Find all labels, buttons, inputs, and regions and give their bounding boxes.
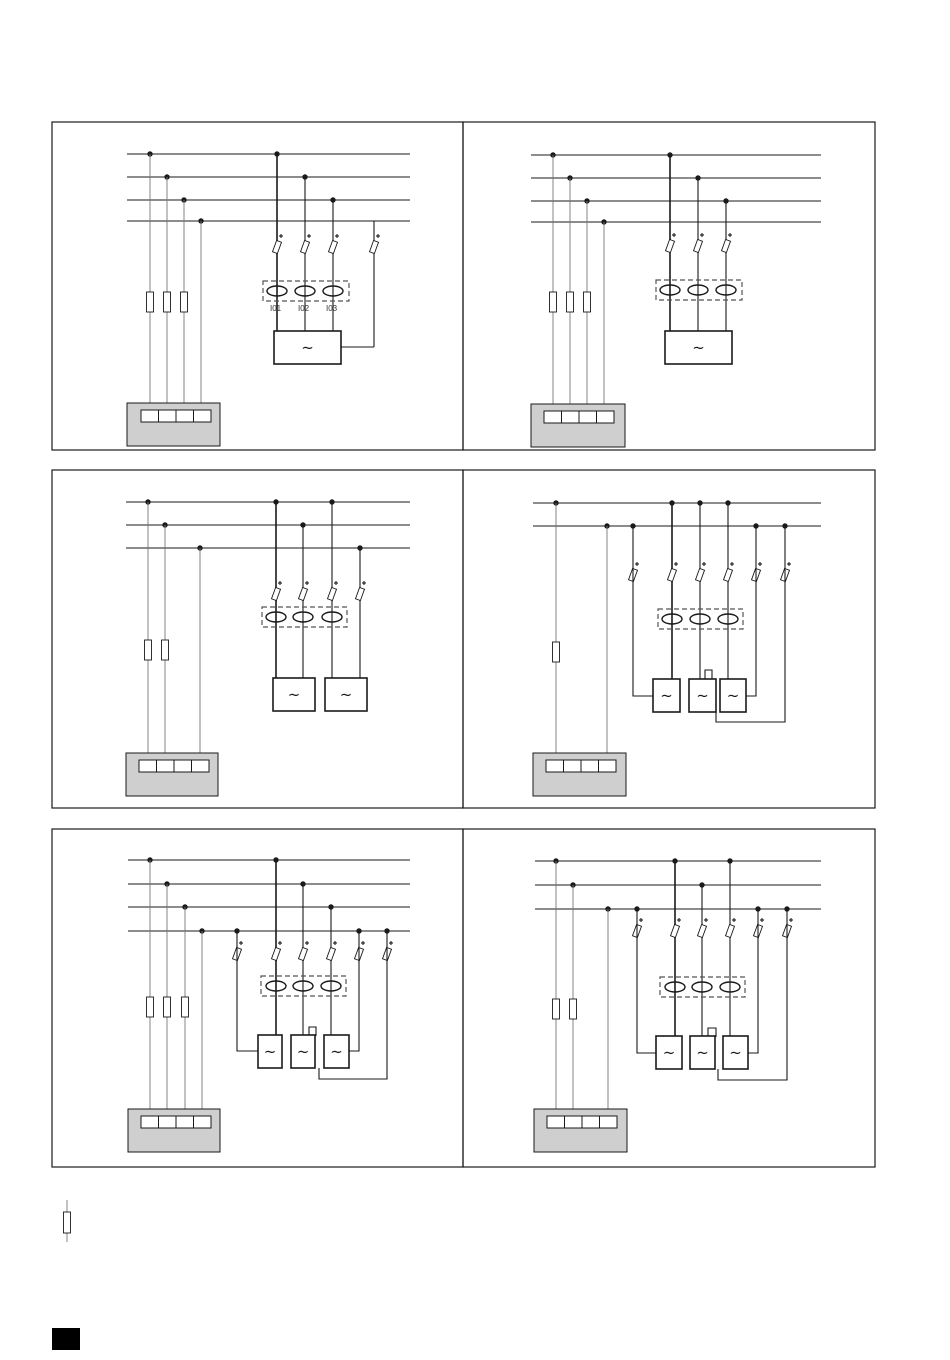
breaker-icon <box>383 941 393 961</box>
meter-terminal <box>582 1116 600 1128</box>
load-symbol: ~ <box>662 1043 676 1062</box>
fuse-icon <box>553 642 560 662</box>
breaker-icon <box>356 581 366 601</box>
load-box <box>690 1036 715 1069</box>
load-feed <box>349 931 359 1051</box>
breaker-body <box>329 240 338 253</box>
fuse-icon <box>147 997 154 1017</box>
panel-4 <box>533 500 821 796</box>
load-box <box>273 678 315 711</box>
breaker-body <box>273 240 282 253</box>
load-feed <box>633 526 653 696</box>
fuse-icon <box>164 292 171 312</box>
meter-terminal <box>176 410 194 422</box>
breaker-body <box>299 947 308 960</box>
load-box <box>258 1035 282 1068</box>
meter-body <box>127 403 220 446</box>
breaker-body <box>299 587 308 600</box>
load-symbol: ~ <box>330 1042 343 1061</box>
fuse-icon <box>181 292 188 312</box>
meter-terminal <box>159 1116 177 1128</box>
breaker-body <box>272 947 281 960</box>
breaker-icon <box>752 562 762 582</box>
breaker-icon <box>629 562 639 582</box>
breaker-body <box>272 587 281 600</box>
breaker-body <box>668 568 677 581</box>
load-box <box>325 678 367 711</box>
breaker-icon <box>696 562 706 582</box>
load-symbol: ~ <box>692 338 705 357</box>
breaker-body <box>370 240 379 253</box>
breaker-icon <box>301 234 311 254</box>
breaker-icon <box>329 234 339 254</box>
breaker-body <box>696 568 705 581</box>
meter-terminal <box>157 760 175 772</box>
breaker-icon <box>327 941 337 961</box>
breaker-icon <box>722 233 732 253</box>
fuse-icon <box>570 999 577 1019</box>
breaker-icon <box>328 581 338 601</box>
meter-terminal <box>546 760 564 772</box>
meter-terminal <box>141 410 159 422</box>
breaker-body <box>724 568 733 581</box>
load-symbol: ~ <box>660 686 673 705</box>
load-symbol: ~ <box>696 1043 709 1062</box>
load-symbol: ~ <box>287 685 301 704</box>
panel-frame <box>463 470 875 808</box>
panel-6 <box>534 858 821 1152</box>
load-symbol: ~ <box>729 1043 742 1062</box>
load-box <box>723 1036 748 1069</box>
breaker-icon <box>698 918 708 938</box>
meter-terminal <box>139 760 157 772</box>
meter-terminal <box>544 411 562 423</box>
ct-enclosure <box>656 280 742 300</box>
panel-3 <box>126 499 410 796</box>
meter-body <box>531 404 625 447</box>
load-symbol: ~ <box>726 686 740 705</box>
meter-terminal <box>176 1116 194 1128</box>
breaker-icon <box>694 233 704 253</box>
fuse-icon <box>550 292 557 312</box>
breaker-body <box>328 587 337 600</box>
fuse-icon <box>145 640 152 660</box>
meter-body <box>128 1109 220 1152</box>
panel-5 <box>128 857 410 1152</box>
breaker-body <box>356 587 365 600</box>
meter-terminal <box>194 410 212 422</box>
load-box <box>689 679 716 712</box>
meter-device <box>127 403 220 446</box>
breaker-icon <box>233 941 243 961</box>
meter-body <box>126 753 218 796</box>
meter-terminal <box>564 760 582 772</box>
load-box <box>665 331 732 364</box>
breaker-icon <box>724 562 734 582</box>
meter-terminal <box>562 411 580 423</box>
meter-device <box>126 753 218 796</box>
load-feed <box>746 526 756 696</box>
load-box <box>656 1036 682 1069</box>
legend <box>64 1200 71 1242</box>
panel-frame <box>463 122 875 450</box>
page-tab <box>52 1328 80 1350</box>
panel-frame <box>52 829 463 1167</box>
breaker-body <box>722 239 731 252</box>
fuse-icon <box>553 999 560 1019</box>
ct-label: I01 <box>270 304 282 313</box>
breaker-body <box>698 924 707 937</box>
meter-terminal <box>579 411 597 423</box>
fuse-icon <box>164 997 171 1017</box>
breaker-icon <box>299 941 309 961</box>
ct-enclosure <box>262 607 347 627</box>
breaker-body <box>666 239 675 252</box>
breaker-icon <box>726 918 736 938</box>
legend-fuse-icon <box>64 1212 71 1233</box>
meter-terminal <box>141 1116 159 1128</box>
fuse-icon <box>162 640 169 660</box>
load-symbol: ~ <box>296 1042 310 1061</box>
meter-terminal <box>192 760 210 772</box>
ct-label: I03 <box>326 304 338 313</box>
ct-label: I02 <box>298 304 310 313</box>
breaker-icon <box>781 562 791 582</box>
breaker-icon <box>633 918 643 938</box>
load-box <box>720 679 746 712</box>
meter-terminal <box>174 760 192 772</box>
load-box <box>653 679 680 712</box>
ct-group <box>656 280 742 300</box>
breaker-icon <box>754 918 764 938</box>
breaker-icon <box>355 941 365 961</box>
load-symbol: ~ <box>339 685 353 704</box>
ct-group <box>262 607 347 627</box>
panel-frame <box>463 829 875 1167</box>
breaker-body <box>327 947 336 960</box>
meter-terminal <box>581 760 599 772</box>
meter-device <box>531 404 625 447</box>
meter-body <box>533 753 626 796</box>
load-box <box>324 1035 349 1068</box>
meter-body <box>534 1109 627 1152</box>
fuse-icon <box>147 292 154 312</box>
breaker-icon <box>370 234 380 254</box>
load-symbol: ~ <box>696 686 709 705</box>
breaker-body <box>301 240 310 253</box>
fuse-icon <box>584 292 591 312</box>
load-box <box>274 331 341 364</box>
breaker-body <box>694 239 703 252</box>
meter-terminal <box>159 410 177 422</box>
panel-1 <box>127 151 410 446</box>
meter-device <box>533 753 626 796</box>
panel-frame <box>52 122 463 450</box>
panel-frame <box>52 470 463 808</box>
meter-terminal <box>194 1116 212 1128</box>
fuse-icon <box>567 292 574 312</box>
meter-terminal <box>599 760 617 772</box>
fuse-icon <box>182 997 189 1017</box>
load-symbol: ~ <box>263 1042 277 1061</box>
breaker-icon <box>299 581 309 601</box>
meter-device <box>128 1109 220 1152</box>
meter-terminal <box>597 411 615 423</box>
meter-terminal <box>547 1116 565 1128</box>
ct-group <box>263 281 349 301</box>
breaker-body <box>726 924 735 937</box>
breaker-icon <box>783 918 793 938</box>
meter-terminal <box>600 1116 618 1128</box>
meter-device <box>534 1109 627 1152</box>
load-symbol: ~ <box>301 338 314 357</box>
meter-terminal <box>565 1116 583 1128</box>
ct-enclosure <box>263 281 349 301</box>
load-box <box>291 1035 315 1068</box>
breaker-body <box>671 924 680 937</box>
panel-2 <box>531 152 821 447</box>
